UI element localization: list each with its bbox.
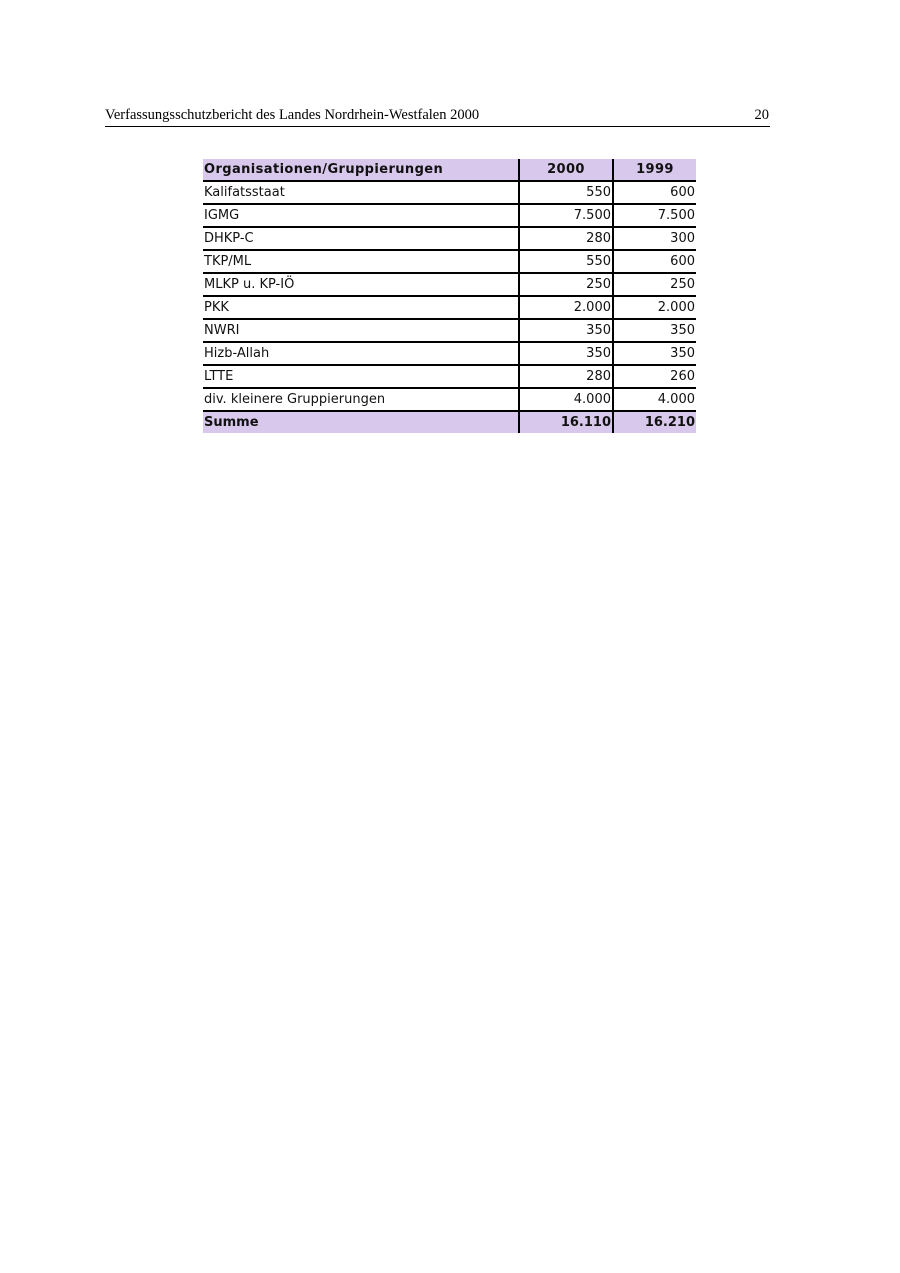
value-1999: 600 — [613, 250, 696, 273]
value-2000: 7.500 — [519, 204, 613, 227]
table-row — [203, 181, 696, 204]
organization-name: NWRI — [203, 319, 519, 342]
value-1999: 2.000 — [613, 296, 696, 319]
table-header-row — [203, 159, 696, 181]
organization-name: Kalifatsstaat — [203, 181, 519, 204]
organizations-table — [203, 159, 696, 433]
table-row — [203, 388, 696, 411]
total-2000: 16.110 — [519, 411, 613, 433]
total-1999: 16.210 — [613, 411, 696, 433]
table-row — [203, 250, 696, 273]
value-1999: 300 — [613, 227, 696, 250]
value-2000: 550 — [519, 181, 613, 204]
table-row — [203, 319, 696, 342]
table-row — [203, 273, 696, 296]
value-1999: 4.000 — [613, 388, 696, 411]
value-2000: 4.000 — [519, 388, 613, 411]
column-header-1999: 1999 — [613, 159, 696, 181]
total-row — [203, 411, 696, 433]
table-row — [203, 204, 696, 227]
organization-name: PKK — [203, 296, 519, 319]
organization-name: IGMG — [203, 204, 519, 227]
value-2000: 550 — [519, 250, 613, 273]
organization-name: LTTE — [203, 365, 519, 388]
value-2000: 350 — [519, 319, 613, 342]
value-2000: 250 — [519, 273, 613, 296]
value-1999: 600 — [613, 181, 696, 204]
organization-name: DHKP-C — [203, 227, 519, 250]
table-row — [203, 342, 696, 365]
total-label: Summe — [203, 411, 519, 433]
value-2000: 2.000 — [519, 296, 613, 319]
column-header-2000: 2000 — [519, 159, 613, 181]
value-2000: 280 — [519, 365, 613, 388]
table-row — [203, 365, 696, 388]
page-number: 20 — [754, 107, 769, 123]
column-header-organizations: Organisationen/Gruppierungen — [203, 159, 519, 181]
value-1999: 350 — [613, 319, 696, 342]
page-header — [105, 106, 770, 127]
value-1999: 260 — [613, 365, 696, 388]
organization-name: Hizb-Allah — [203, 342, 519, 365]
document-title: Verfassungsschutzbericht des Landes Nordrhein-Westfalen 2000 — [105, 107, 480, 123]
value-1999: 7.500 — [613, 204, 696, 227]
table-row — [203, 296, 696, 319]
organization-name: MLKP u. KP-IÖ — [203, 273, 519, 296]
value-2000: 350 — [519, 342, 613, 365]
value-1999: 350 — [613, 342, 696, 365]
value-1999: 250 — [613, 273, 696, 296]
value-2000: 280 — [519, 227, 613, 250]
table-row — [203, 227, 696, 250]
organization-name: div. kleinere Gruppierungen — [203, 388, 519, 411]
organization-name: TKP/ML — [203, 250, 519, 273]
